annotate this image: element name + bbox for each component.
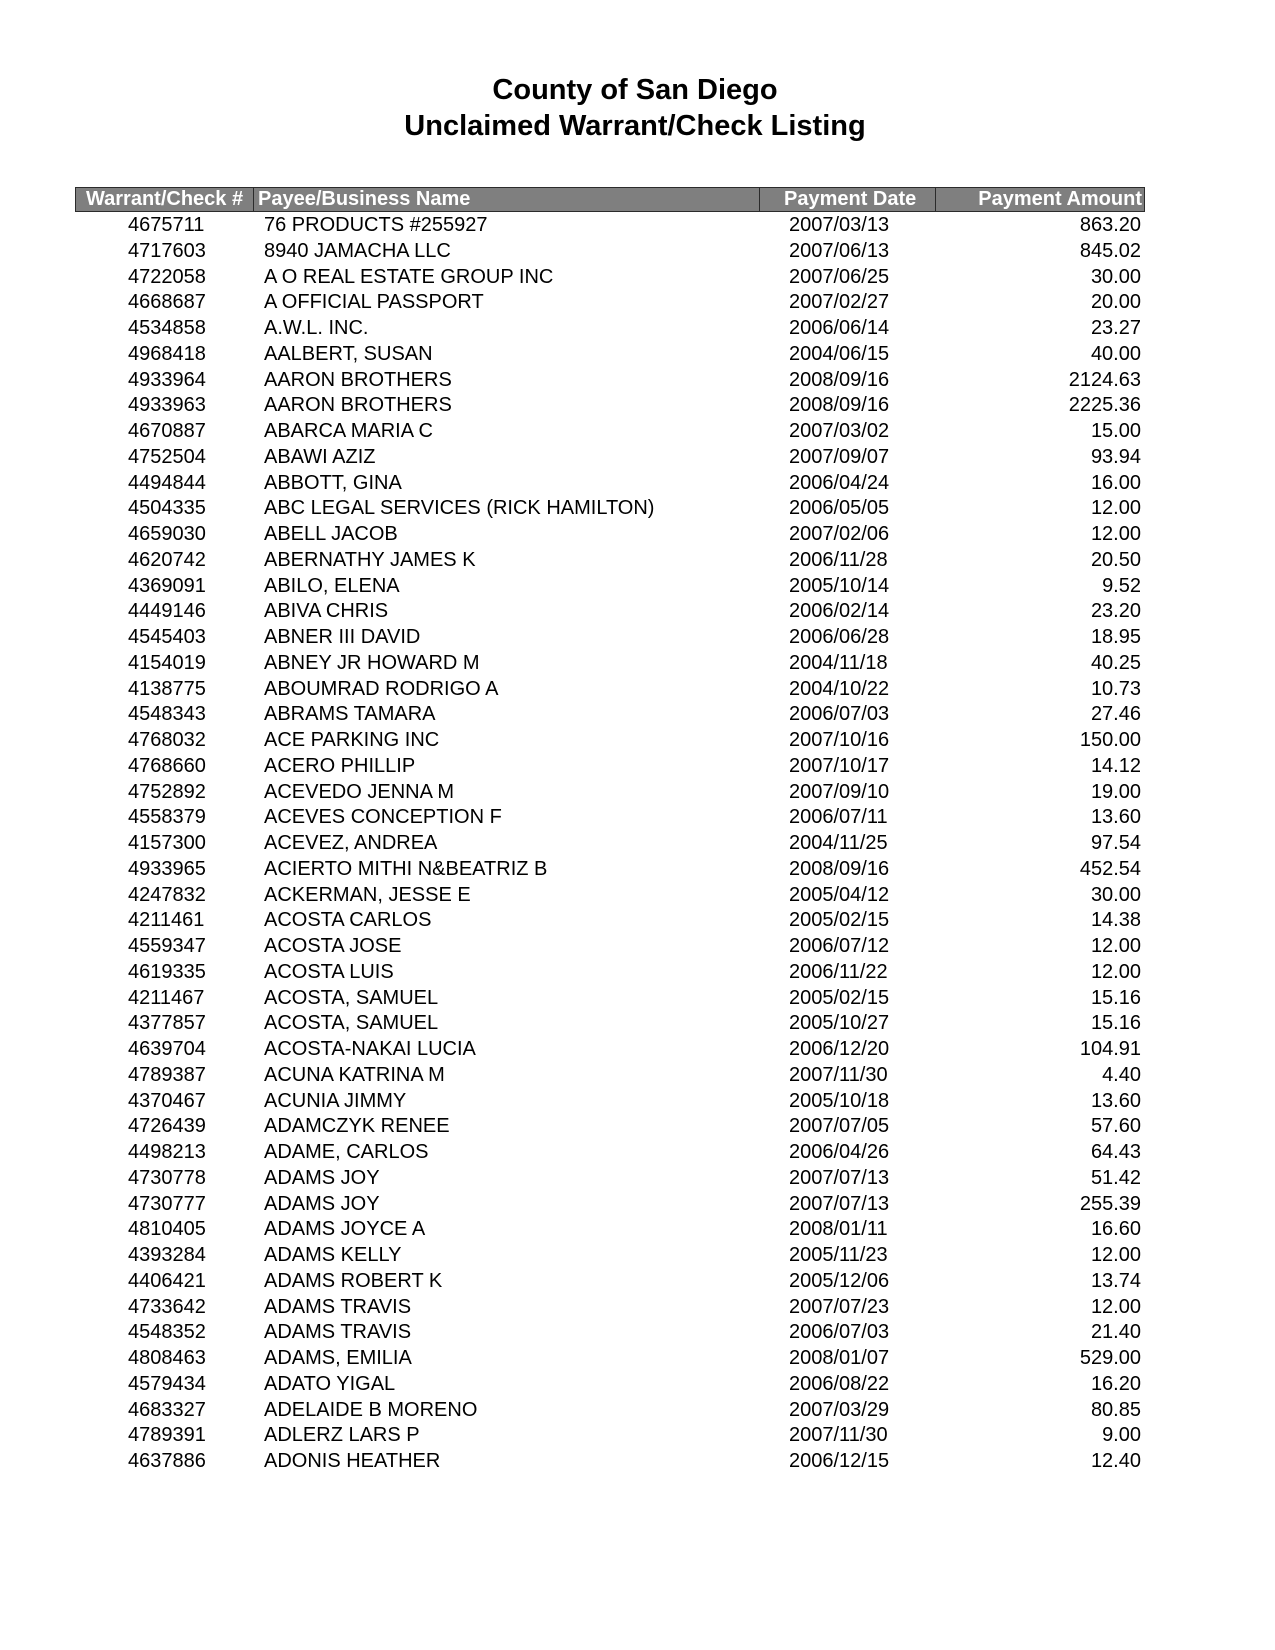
title-line-1: County of San Diego (492, 74, 778, 106)
payee-name-cell: AARON BROTHERS (264, 368, 452, 391)
payment-amount-cell: 150.00 (1079, 729, 1141, 751)
table-row (0, 754, 1275, 780)
payment-date-cell: 2008/09/16 (789, 857, 890, 880)
warrant-number-cell: 4559347 (128, 935, 206, 957)
payment-amount-cell: 14.38 (1090, 909, 1141, 932)
payment-date-cell: 2008/09/16 (789, 368, 890, 391)
payment-amount-cell: 13.74 (1090, 1269, 1141, 1292)
payment-amount-cell: 57.60 (1090, 1115, 1141, 1138)
warrant-number-cell: 4722058 (128, 265, 206, 288)
payment-amount-cell: 16.20 (1090, 1372, 1141, 1395)
payee-name-cell: ADAMS KELLY (264, 1244, 402, 1266)
table-row (0, 1449, 1275, 1475)
payment-date-cell: 2005/11/23 (789, 1244, 888, 1266)
payment-date-cell: 2005/04/12 (789, 883, 890, 906)
warrant-number-cell: 4768660 (128, 754, 206, 777)
payee-name-cell: ABRAMS TAMARA (264, 703, 436, 726)
warrant-number-cell: 4789391 (128, 1424, 206, 1447)
payment-amount-cell: 452.54 (1079, 857, 1141, 880)
payment-date-cell: 2005/02/15 (789, 909, 890, 932)
title-line-2: Unclaimed Warrant/Check Listing (404, 110, 866, 142)
payment-date-cell: 2006/05/05 (789, 497, 890, 520)
payment-date-cell: 2005/10/18 (789, 1089, 890, 1112)
table-row (0, 368, 1275, 394)
table-row (0, 1217, 1275, 1243)
table-row (0, 934, 1275, 960)
payment-amount-cell: 51.42 (1090, 1166, 1141, 1189)
payee-name-cell: ABIVA CHRIS (264, 600, 389, 623)
payment-amount-cell: 15.00 (1090, 420, 1141, 442)
payee-name-cell: ABARCA MARIA C (264, 420, 433, 442)
warrant-number-cell: 4675711 (128, 214, 205, 236)
payment-amount-cell: 80.85 (1090, 1398, 1141, 1421)
payment-amount-cell: 2225.36 (1068, 394, 1141, 417)
warrant-number-cell: 4808463 (128, 1347, 206, 1369)
payee-name-cell: ADAMS, EMILIA (264, 1347, 412, 1369)
payment-amount-cell: 12.00 (1090, 1244, 1141, 1266)
payee-name-cell: ADATO YIGAL (264, 1372, 396, 1395)
payee-name-cell: ACOSTA LUIS (264, 960, 394, 983)
warrant-number-cell: 4393284 (128, 1244, 206, 1266)
payment-amount-cell: 12.00 (1090, 497, 1141, 520)
warrant-number-cell: 4247832 (128, 883, 206, 906)
table-row (0, 1295, 1275, 1321)
payee-name-cell: ACEVES CONCEPTION F (264, 806, 502, 829)
payee-name-cell: ADAMCZYK RENEE (264, 1115, 450, 1138)
payment-date-cell: 2007/07/13 (789, 1166, 890, 1189)
payment-date-cell: 2006/04/26 (789, 1141, 890, 1163)
payment-amount-cell: 104.91 (1079, 1038, 1141, 1060)
payment-amount-cell: 12.00 (1090, 935, 1141, 957)
table-row (0, 831, 1275, 857)
payee-name-cell: A OFFICIAL PASSPORT (264, 291, 484, 314)
table-row (0, 342, 1275, 368)
payment-date-cell: 2008/01/11 (789, 1218, 888, 1241)
table-row (0, 1192, 1275, 1218)
warrant-number-cell: 4752504 (128, 445, 206, 468)
warrant-number-cell: 4968418 (128, 342, 206, 365)
payee-name-cell: ACERO PHILLIP (264, 754, 416, 777)
table-row (0, 651, 1275, 677)
payee-name-cell: ACKERMAN, JESSE E (264, 883, 471, 906)
payment-amount-cell: 18.95 (1090, 626, 1141, 648)
payment-amount-cell: 16.60 (1090, 1218, 1141, 1241)
table-row (0, 625, 1275, 651)
payee-name-cell: ADAMS JOYCE A (264, 1218, 426, 1241)
payment-amount-cell: 64.43 (1090, 1141, 1141, 1163)
payee-name-cell: ACEVEDO JENNA M (264, 780, 455, 803)
warrant-number-cell: 4449146 (128, 600, 206, 623)
warrant-number-cell: 4730777 (128, 1192, 206, 1215)
table-row (0, 1346, 1275, 1372)
table-row (0, 548, 1275, 574)
payment-amount-cell: 19.00 (1090, 780, 1141, 803)
payee-name-cell: ADAMS TRAVIS (264, 1321, 412, 1344)
payment-date-cell: 2005/02/15 (789, 986, 890, 1009)
payment-amount-cell: 97.54 (1090, 832, 1141, 854)
payment-date-cell: 2006/07/11 (789, 806, 888, 829)
payment-amount-cell: 12.00 (1090, 523, 1141, 545)
payment-amount-cell: 40.25 (1090, 651, 1141, 674)
payee-name-cell: ACIERTO MITHI N&BEATRIZ B (264, 857, 548, 880)
payee-name-cell: ADAMS JOY (264, 1192, 380, 1215)
table-row (0, 1243, 1275, 1269)
payee-name-cell: ABERNATHY JAMES K (264, 548, 476, 571)
table-body (0, 213, 1275, 1475)
warrant-number-cell: 4534858 (128, 317, 206, 339)
table-row (0, 1037, 1275, 1063)
warrant-number-cell: 4733642 (128, 1295, 206, 1318)
payment-date-cell: 2007/06/13 (789, 239, 890, 262)
payee-name-cell: A.W.L. INC. (264, 317, 369, 339)
warrant-number-cell: 4494844 (128, 471, 206, 494)
payee-name-cell: ACE PARKING INC (264, 729, 440, 751)
table-row (0, 1398, 1275, 1424)
table-row (0, 265, 1275, 291)
payment-date-cell: 2007/02/27 (789, 291, 890, 314)
payment-date-cell: 2006/12/20 (789, 1038, 890, 1060)
payment-amount-cell: 255.39 (1079, 1192, 1141, 1215)
payee-name-cell: ADLERZ LARS P (264, 1424, 420, 1447)
column-divider (759, 188, 760, 211)
table-row (0, 599, 1275, 625)
column-header-warrant: Warrant/Check # (86, 188, 244, 210)
payment-date-cell: 2007/06/25 (789, 265, 890, 288)
warrant-number-cell: 4752892 (128, 780, 206, 803)
payment-amount-cell: 12.40 (1090, 1450, 1141, 1472)
table-row (0, 702, 1275, 728)
payment-date-cell: 2005/10/14 (789, 574, 890, 597)
warrant-number-cell: 4211467 (128, 986, 205, 1009)
table-row (0, 574, 1275, 600)
payee-name-cell: ABBOTT, GINA (264, 471, 402, 494)
table-row (0, 1166, 1275, 1192)
warrant-number-cell: 4933964 (128, 368, 206, 391)
table-row (0, 239, 1275, 265)
payee-name-cell: ACOSTA JOSE (264, 935, 402, 957)
payment-date-cell: 2007/03/02 (789, 420, 890, 442)
payee-name-cell: ADAMS TRAVIS (264, 1295, 412, 1318)
payment-amount-cell: 20.50 (1090, 548, 1141, 571)
payment-amount-cell: 9.52 (1102, 574, 1141, 597)
warrant-number-cell: 4620742 (128, 548, 206, 571)
warrant-number-cell: 4730778 (128, 1166, 206, 1189)
payment-date-cell: 2004/11/18 (789, 651, 888, 674)
payee-name-cell: AALBERT, SUSAN (264, 342, 433, 365)
payee-name-cell: ADAME, CARLOS (264, 1141, 429, 1163)
payment-date-cell: 2007/07/05 (789, 1115, 890, 1138)
payment-amount-cell: 16.00 (1090, 471, 1141, 494)
payment-date-cell: 2007/11/30 (789, 1063, 888, 1086)
document-title (0, 72, 1275, 144)
table-row (0, 419, 1275, 445)
warrant-number-cell: 4157300 (128, 832, 206, 854)
payee-name-cell: ABNER III DAVID (264, 626, 421, 648)
payment-date-cell: 2008/09/16 (789, 394, 890, 417)
warrant-number-cell: 4933965 (128, 857, 206, 880)
table-row (0, 445, 1275, 471)
payment-date-cell: 2006/07/03 (789, 703, 890, 726)
table-row (0, 728, 1275, 754)
warrant-number-cell: 4683327 (128, 1398, 206, 1421)
payment-date-cell: 2005/10/27 (789, 1012, 890, 1035)
table-row (0, 677, 1275, 703)
payment-date-cell: 2007/07/23 (789, 1295, 890, 1318)
warrant-number-cell: 4639704 (128, 1038, 206, 1060)
table-row (0, 1011, 1275, 1037)
payment-amount-cell: 2124.63 (1068, 368, 1141, 391)
table-row (0, 290, 1275, 316)
payee-name-cell: ABOUMRAD RODRIGO A (264, 677, 499, 700)
warrant-number-cell: 4154019 (128, 651, 206, 674)
payment-date-cell: 2006/04/24 (789, 471, 890, 494)
column-header-date: Payment Date (784, 188, 917, 210)
payment-date-cell: 2008/01/07 (789, 1347, 890, 1369)
warrant-number-cell: 4637886 (128, 1450, 206, 1472)
payment-date-cell: 2006/07/12 (789, 935, 890, 957)
column-divider (935, 188, 936, 211)
table-row (0, 316, 1275, 342)
payment-date-cell: 2007/09/10 (789, 780, 890, 803)
warrant-number-cell: 4668687 (128, 291, 206, 314)
payee-name-cell: ADAMS JOY (264, 1166, 380, 1189)
payee-name-cell: ABELL JACOB (264, 523, 398, 545)
payment-amount-cell: 14.12 (1090, 754, 1141, 777)
payment-date-cell: 2007/02/06 (789, 523, 890, 545)
table-row (0, 883, 1275, 909)
warrant-number-cell: 4726439 (128, 1115, 206, 1138)
warrant-number-cell: 4670887 (128, 420, 206, 442)
warrant-number-cell: 4548352 (128, 1321, 206, 1344)
payee-name-cell: ABILO, ELENA (264, 574, 400, 597)
payee-name-cell: A O REAL ESTATE GROUP INC (264, 265, 554, 288)
payment-date-cell: 2006/02/14 (789, 600, 890, 623)
column-header-amount: Payment Amount (978, 188, 1142, 210)
warrant-number-cell: 4211461 (128, 909, 205, 932)
payee-name-cell: ADELAIDE B MORENO (264, 1398, 478, 1421)
payment-amount-cell: 9.00 (1102, 1424, 1141, 1447)
table-row (0, 496, 1275, 522)
warrant-number-cell: 4377857 (128, 1012, 206, 1035)
payee-name-cell: ABC LEGAL SERVICES (RICK HAMILTON) (264, 497, 655, 520)
table-header (75, 187, 1145, 212)
payment-amount-cell: 21.40 (1090, 1321, 1141, 1344)
payment-date-cell: 2006/11/22 (789, 960, 888, 983)
payment-date-cell: 2006/06/14 (789, 317, 890, 339)
payment-amount-cell: 15.16 (1090, 986, 1141, 1009)
table-row (0, 522, 1275, 548)
payee-name-cell: ADONIS HEATHER (264, 1450, 441, 1472)
table-row (0, 1063, 1275, 1089)
payment-amount-cell: 13.60 (1090, 1089, 1141, 1112)
column-header-payee: Payee/Business Name (258, 188, 471, 210)
table-row (0, 1423, 1275, 1449)
payee-name-cell: ACOSTA, SAMUEL (264, 986, 439, 1009)
table-row (0, 1140, 1275, 1166)
payment-amount-cell: 40.00 (1090, 342, 1141, 365)
warrant-number-cell: 4138775 (128, 677, 206, 700)
payment-amount-cell: 529.00 (1079, 1347, 1141, 1369)
payee-name-cell: AARON BROTHERS (264, 394, 452, 417)
table-row (0, 1320, 1275, 1346)
payee-name-cell: ABAWI AZIZ (264, 445, 376, 468)
column-divider (253, 188, 254, 211)
payee-name-cell: ABNEY JR HOWARD M (264, 651, 480, 674)
payment-amount-cell: 30.00 (1090, 265, 1141, 288)
warrant-number-cell: 4498213 (128, 1141, 206, 1163)
payment-date-cell: 2006/06/28 (789, 626, 890, 648)
warrant-number-cell: 4717603 (128, 239, 206, 262)
payment-date-cell: 2004/11/25 (789, 832, 888, 854)
warrant-number-cell: 4789387 (128, 1063, 206, 1086)
payment-date-cell: 2006/11/28 (789, 548, 888, 571)
payment-amount-cell: 13.60 (1090, 806, 1141, 829)
payee-name-cell: ACEVEZ, ANDREA (264, 832, 438, 854)
payment-amount-cell: 10.73 (1090, 677, 1141, 700)
table-row (0, 1114, 1275, 1140)
table-row (0, 908, 1275, 934)
payment-amount-cell: 23.27 (1090, 317, 1141, 339)
payment-date-cell: 2006/08/22 (789, 1372, 890, 1395)
payment-amount-cell: 845.02 (1079, 239, 1141, 262)
payment-date-cell: 2006/12/15 (789, 1450, 890, 1472)
table-row (0, 1089, 1275, 1115)
payee-name-cell: ACOSTA, SAMUEL (264, 1012, 439, 1035)
payee-name-cell: 76 PRODUCTS #255927 (264, 214, 488, 236)
table-row (0, 471, 1275, 497)
payment-date-cell: 2005/12/06 (789, 1269, 890, 1292)
table-row (0, 780, 1275, 806)
payment-amount-cell: 27.46 (1090, 703, 1141, 726)
payee-name-cell: ACUNIA JIMMY (264, 1089, 407, 1112)
payment-date-cell: 2007/03/29 (789, 1398, 890, 1421)
payee-name-cell: ADAMS ROBERT K (264, 1269, 443, 1292)
payment-amount-cell: 15.16 (1090, 1012, 1141, 1035)
payment-amount-cell: 12.00 (1090, 1295, 1141, 1318)
warrant-number-cell: 4810405 (128, 1218, 206, 1241)
warrant-number-cell: 4558379 (128, 806, 206, 829)
payment-amount-cell: 30.00 (1090, 883, 1141, 906)
warrant-number-cell: 4579434 (128, 1372, 206, 1395)
payee-name-cell: ACOSTA-NAKAI LUCIA (264, 1038, 476, 1060)
warrant-number-cell: 4659030 (128, 523, 206, 545)
payment-date-cell: 2007/09/07 (789, 445, 890, 468)
payment-date-cell: 2007/10/17 (789, 754, 890, 777)
payment-amount-cell: 20.00 (1090, 291, 1141, 314)
payment-amount-cell: 93.94 (1090, 445, 1141, 468)
table-row (0, 1372, 1275, 1398)
table-row (0, 393, 1275, 419)
payment-date-cell: 2007/10/16 (789, 729, 890, 751)
table-row (0, 986, 1275, 1012)
warrant-number-cell: 4504335 (128, 497, 206, 520)
warrant-number-cell: 4406421 (128, 1269, 206, 1292)
payment-date-cell: 2007/07/13 (789, 1192, 890, 1215)
table-row (0, 857, 1275, 883)
warrant-number-cell: 4548343 (128, 703, 206, 726)
warrant-number-cell: 4369091 (128, 574, 206, 597)
payment-date-cell: 2004/06/15 (789, 342, 890, 365)
payment-amount-cell: 23.20 (1090, 600, 1141, 623)
payment-date-cell: 2004/10/22 (789, 677, 890, 700)
warrant-number-cell: 4933963 (128, 394, 206, 417)
payee-name-cell: 8940 JAMACHA LLC (264, 239, 451, 262)
payee-name-cell: ACOSTA CARLOS (264, 909, 432, 932)
payment-amount-cell: 863.20 (1079, 214, 1141, 236)
table-row (0, 1269, 1275, 1295)
table-row (0, 805, 1275, 831)
table-row (0, 213, 1275, 239)
warrant-number-cell: 4545403 (128, 626, 206, 648)
payment-amount-cell: 12.00 (1090, 960, 1141, 983)
warrant-number-cell: 4768032 (128, 729, 206, 751)
payment-date-cell: 2007/11/30 (789, 1424, 888, 1447)
payment-date-cell: 2007/03/13 (789, 214, 890, 236)
warrant-number-cell: 4619335 (128, 960, 206, 983)
table-row (0, 960, 1275, 986)
payment-date-cell: 2006/07/03 (789, 1321, 890, 1344)
payee-name-cell: ACUNA KATRINA M (264, 1063, 445, 1086)
payment-amount-cell: 4.40 (1102, 1063, 1141, 1086)
warrant-number-cell: 4370467 (128, 1089, 206, 1112)
